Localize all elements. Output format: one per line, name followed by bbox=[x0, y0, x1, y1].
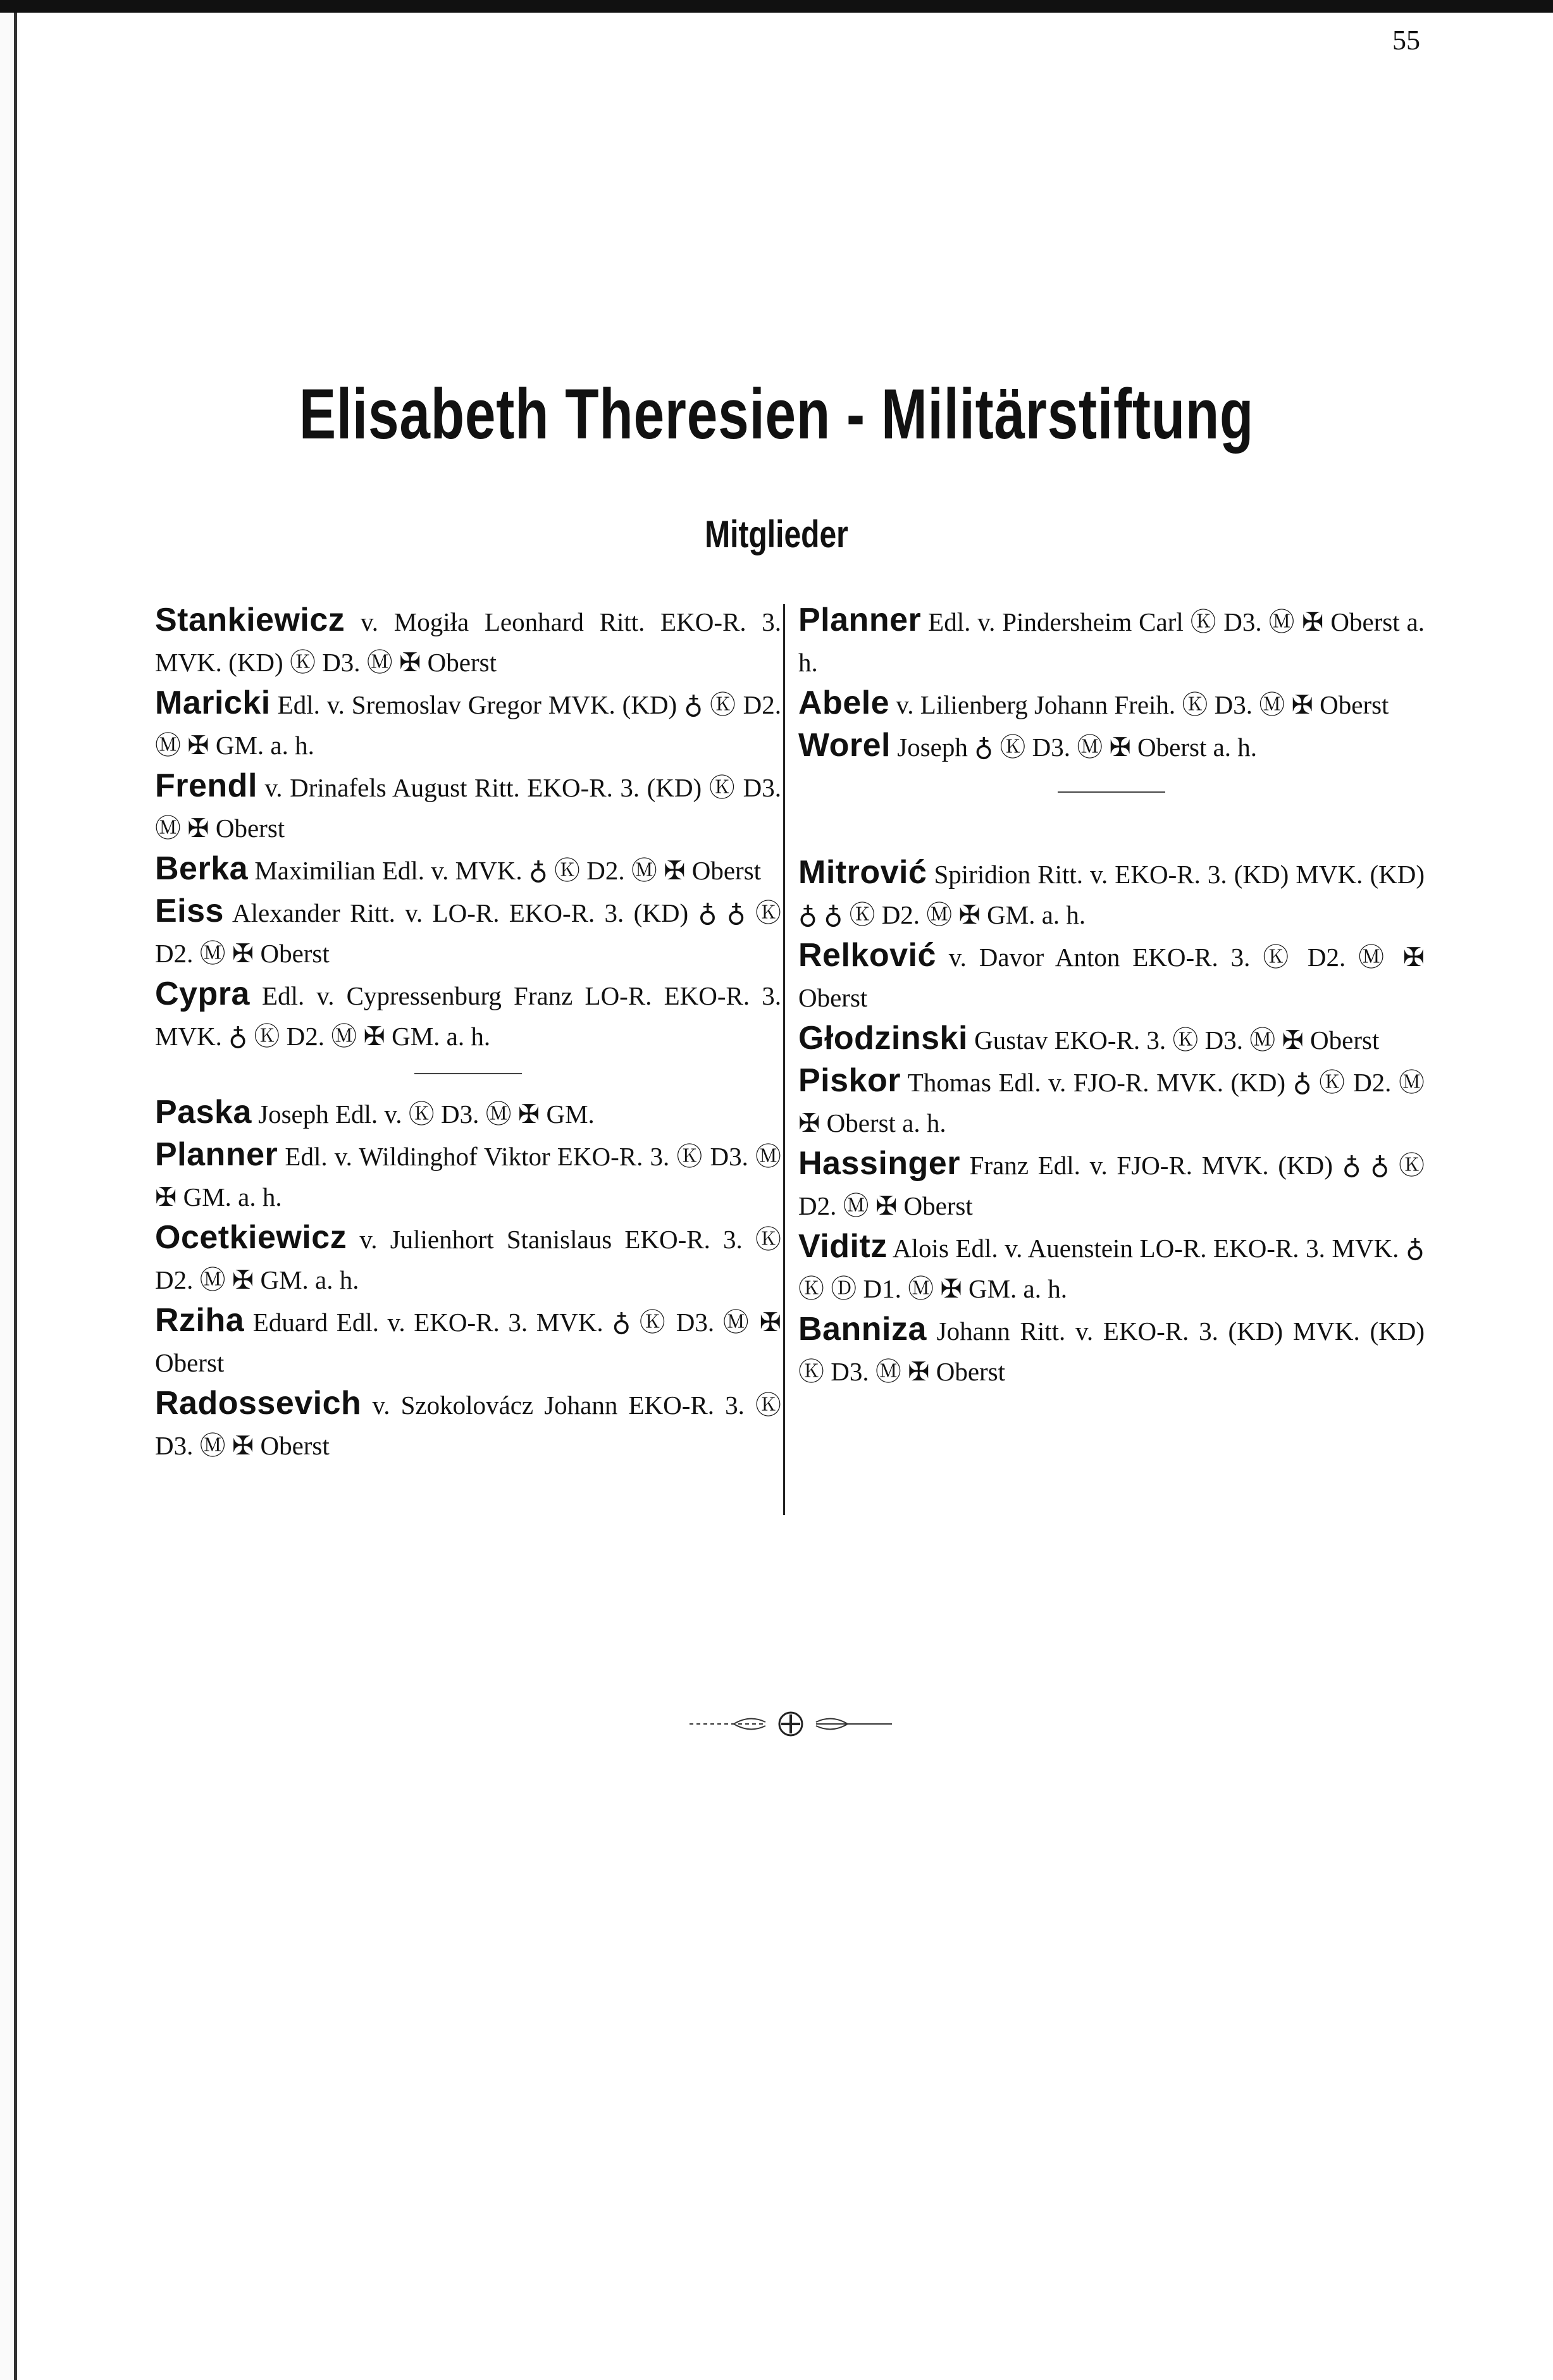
member-entry bbox=[155, 1092, 781, 1134]
member-entry bbox=[798, 1060, 1425, 1143]
member-entry bbox=[798, 935, 1425, 1018]
member-entry bbox=[155, 974, 781, 1057]
member-details: Franz Edl. v. FJO-R. MVK. (KD) ♁ ♁ Ⓚ D2. Ⓜ ✠ Oberst bbox=[798, 1151, 1425, 1220]
member-entry bbox=[155, 848, 781, 891]
member-name: Planner bbox=[798, 602, 922, 638]
section-separator bbox=[414, 1073, 522, 1074]
scan-border-left bbox=[14, 13, 17, 2380]
column-divider bbox=[783, 604, 785, 1515]
member-name: Berka bbox=[155, 850, 249, 887]
member-entry bbox=[798, 1143, 1425, 1226]
member-name: Cypra bbox=[155, 976, 250, 1012]
member-details: Thomas Edl. v. FJO-R. MVK. (KD) ♁ Ⓚ D2. Ⓜ ✠ Oberst a. h. bbox=[798, 1068, 1425, 1137]
member-details: Edl. v. Wildinghof Viktor EKO-R. 3. Ⓚ D3. Ⓜ ✠ GM. a. h. bbox=[155, 1142, 781, 1212]
member-details: Edl. v. Pindersheim Carl Ⓚ D3. Ⓜ ✠ Oberst a. h. bbox=[798, 607, 1425, 677]
member-details: Alexander Ritt. v. LO-R. EKO-R. 3. (KD) ♁ ♁ Ⓚ D2. Ⓜ ✠ Oberst bbox=[155, 898, 781, 968]
member-entry bbox=[155, 1134, 781, 1217]
member-entry bbox=[155, 1383, 781, 1466]
member-name: Frendl bbox=[155, 767, 257, 804]
section-separator bbox=[1058, 791, 1165, 793]
member-name: Paska bbox=[155, 1094, 252, 1131]
right-column bbox=[798, 600, 1425, 1392]
scan-edge bbox=[0, 0, 14, 2380]
member-name: Rziha bbox=[155, 1302, 245, 1339]
member-name: Radossevich bbox=[155, 1385, 362, 1422]
scan-border-top bbox=[0, 0, 1553, 13]
member-name: Abele bbox=[798, 685, 890, 721]
member-details: v. Davor Anton EKO-R. 3. Ⓚ D2. Ⓜ ✠ Oberst bbox=[798, 943, 1425, 1012]
member-entry bbox=[798, 852, 1425, 935]
page-title: Elisabeth Theresien - Militärstiftung bbox=[299, 375, 1254, 454]
member-name: Piskor bbox=[798, 1062, 901, 1099]
member-name: Mitrović bbox=[798, 854, 927, 891]
member-entry bbox=[155, 1300, 781, 1383]
member-name: Ocetkiewicz bbox=[155, 1219, 347, 1256]
member-details: Maximilian Edl. v. MVK. ♁ Ⓚ D2. Ⓜ ✠ Oberst bbox=[248, 856, 762, 885]
left-column bbox=[155, 600, 781, 1466]
member-name: Relković bbox=[798, 937, 936, 974]
member-name: Hassinger bbox=[798, 1145, 960, 1182]
member-name: Planner bbox=[155, 1136, 278, 1173]
member-details: Eduard Edl. v. EKO-R. 3. MVK. ♁ Ⓚ D3. Ⓜ ✠ Oberst bbox=[155, 1308, 781, 1377]
member-entry bbox=[155, 1217, 781, 1300]
member-entry bbox=[798, 683, 1425, 725]
member-entry bbox=[155, 600, 781, 683]
member-name: Stankiewicz bbox=[155, 602, 345, 638]
member-entry bbox=[798, 1309, 1425, 1392]
member-name: Eiss bbox=[155, 893, 224, 929]
ornament-icon bbox=[690, 1708, 892, 1740]
member-details: Spiridion Ritt. v. EKO-R. 3. (KD) MVK. (KD) ♁ ♁ Ⓚ D2. Ⓜ ✠ GM. a. h. bbox=[798, 860, 1425, 929]
member-name: Maricki bbox=[155, 685, 271, 721]
member-details: v. Drinafels August Ritt. EKO-R. 3. (KD) Ⓚ D3. Ⓜ ✠ Oberst bbox=[155, 773, 781, 843]
section-subtitle: Mitglieder bbox=[705, 513, 848, 555]
member-name: Viditz bbox=[798, 1228, 888, 1265]
member-details: Edl. v. Cypressenburg Franz LO-R. EKO-R. 3. MVK. ♁ Ⓚ D2. Ⓜ ✠ GM. a. h. bbox=[155, 981, 781, 1051]
member-details: v. Julienhort Stanislaus EKO-R. 3. Ⓚ D2. Ⓜ ✠ GM. a. h. bbox=[155, 1225, 781, 1294]
member-details: Johann Ritt. v. EKO-R. 3. (KD) MVK. (KD) Ⓚ D3. Ⓜ ✠ Oberst bbox=[798, 1317, 1425, 1386]
page-number: 55 bbox=[1392, 25, 1420, 56]
member-entry bbox=[798, 725, 1425, 767]
member-entry bbox=[798, 600, 1425, 683]
member-entry bbox=[798, 1018, 1425, 1060]
member-entry bbox=[155, 891, 781, 974]
member-entry bbox=[798, 1226, 1425, 1309]
member-details: Edl. v. Sremoslav Gregor MVK. (KD) ♁ Ⓚ D2. Ⓜ ✠ GM. a. h. bbox=[155, 690, 781, 760]
member-details: Alois Edl. v. Auenstein LO-R. EKO-R. 3. MVK. ♁ Ⓚ Ⓓ D1. Ⓜ ✠ GM. a. h. bbox=[798, 1234, 1425, 1303]
member-entry bbox=[155, 765, 781, 848]
member-details: Gustav EKO-R. 3. Ⓚ D3. Ⓜ ✠ Oberst bbox=[967, 1026, 1380, 1055]
member-name: Worel bbox=[798, 727, 891, 764]
member-details: Joseph Edl. v. Ⓚ D3. Ⓜ ✠ GM. bbox=[251, 1100, 595, 1129]
member-details: v. Mogiła Leonhard Ritt. EKO-R. 3. MVK. (KD) Ⓚ D3. Ⓜ ✠ Oberst bbox=[155, 607, 781, 677]
member-details: Joseph ♁ Ⓚ D3. Ⓜ ✠ Oberst a. h. bbox=[891, 733, 1258, 762]
member-details: v. Szokolovácz Johann EKO-R. 3. Ⓚ D3. Ⓜ ✠ Oberst bbox=[155, 1391, 781, 1460]
member-name: Banniza bbox=[798, 1311, 927, 1348]
member-name: Głodzinski bbox=[798, 1020, 968, 1057]
member-details: v. Lilienberg Johann Freih. Ⓚ D3. Ⓜ ✠ Oberst bbox=[889, 690, 1389, 719]
member-entry bbox=[155, 683, 781, 765]
